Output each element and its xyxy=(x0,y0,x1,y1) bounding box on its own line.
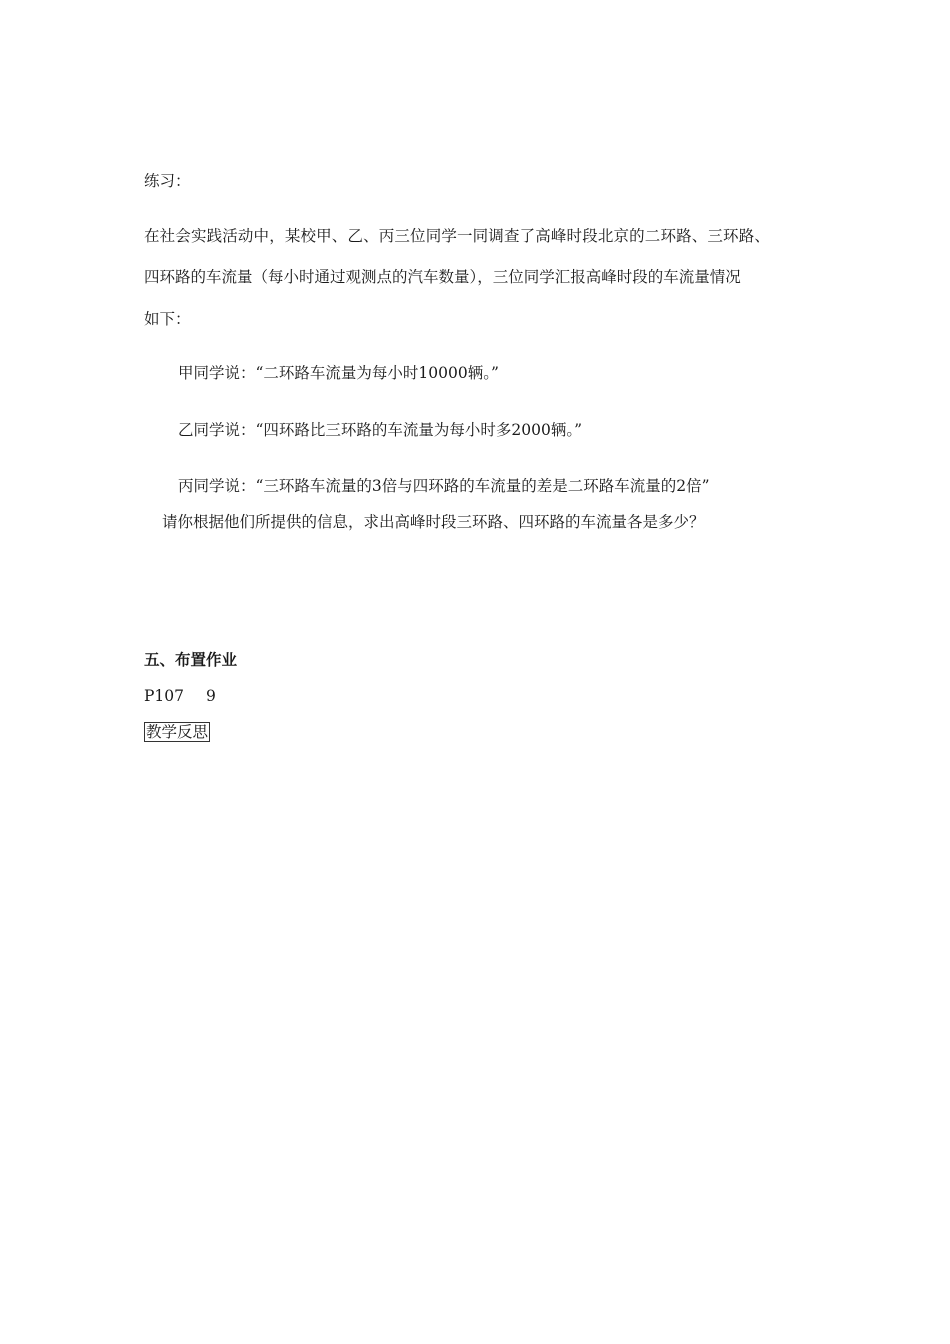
statement-bing: 丙同学说：“三环路车流量的3倍与四环路的车流量的差是二环路车流量的2倍” xyxy=(178,477,710,495)
teaching-reflection-box: 教学反思 xyxy=(146,723,209,741)
question-text: 请你根据他们所提供的信息，求出高峰时段三环路、四环路的车流量各是多少？ xyxy=(162,513,705,531)
statement-jia: 甲同学说：“二环路车流量为每小时10000辆。” xyxy=(178,364,499,382)
homework-exercise-no: 9 xyxy=(206,687,216,705)
statement-yi: 乙同学说：“四环路比三环路的车流量为每小时多2000辆。” xyxy=(178,421,583,439)
intro-line-3: 如下： xyxy=(144,310,191,328)
homework-reference xyxy=(144,686,216,706)
practice-heading: 练习： xyxy=(144,172,191,190)
homework-page-ref: P107 xyxy=(144,687,185,705)
homework-heading: 五、布置作业 xyxy=(144,650,238,669)
intro-line-1: 在社会实践活动中，某校甲、乙、丙三位同学一同调查了高峰时段北京的二环路、三环路、 xyxy=(144,227,771,245)
intro-line-2: 四环路的车流量（每小时通过观测点的汽车数量），三位同学汇报高峰时段的车流量情况 xyxy=(144,268,741,286)
